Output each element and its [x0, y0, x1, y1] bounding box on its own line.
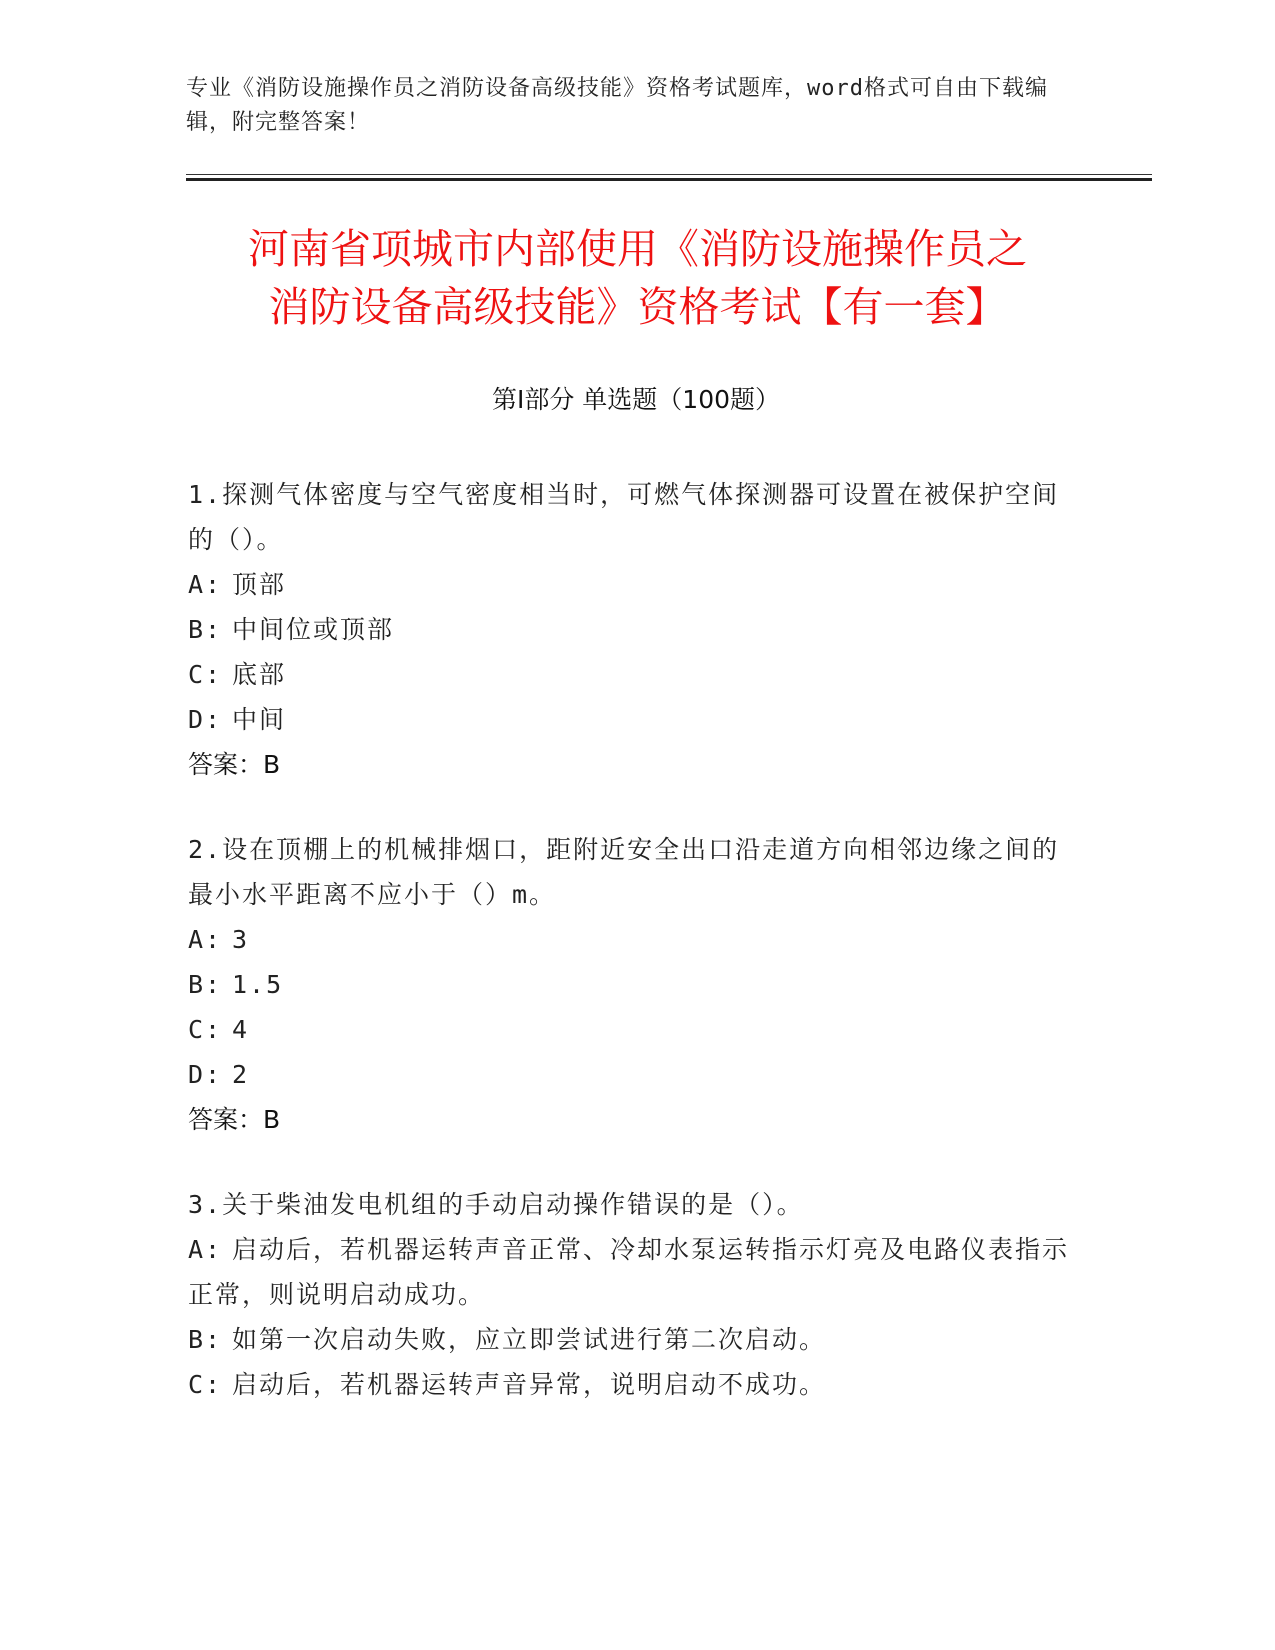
option-key: B: — [188, 1325, 223, 1354]
option-c — [188, 1362, 1078, 1407]
option-text: 底部 — [232, 660, 287, 689]
option-key: A: — [188, 570, 223, 599]
option-a — [188, 1227, 1078, 1317]
option-text: 顶部 — [232, 570, 287, 599]
option-text: 启动后，若机器运转声音正常、冷却水泵运转指示灯亮及电路仪表指示正常，则说明启动成功。 — [188, 1235, 1070, 1309]
question-list — [188, 472, 1078, 1447]
option-c — [188, 652, 1078, 697]
option-text: 3 — [232, 925, 250, 954]
option-b — [188, 962, 1078, 1007]
option-text: 如第一次启动失败，应立即尝试进行第二次启动。 — [232, 1325, 827, 1354]
option-text: 中间位或顶部 — [232, 615, 395, 644]
option-key: A: — [188, 1235, 223, 1264]
option-key: B: — [188, 615, 223, 644]
document-title-line-1: 河南省项城市内部使用《消防设施操作员之 — [248, 225, 1027, 273]
option-text: 1.5 — [232, 970, 284, 999]
document-title-line-2: 消防设备高级技能》资格考试【有一套】 — [268, 283, 1007, 331]
answer-text: 答案：B — [188, 750, 281, 779]
question-2 — [188, 827, 1078, 1142]
option-key: D: — [188, 1060, 223, 1089]
answer-text: 答案：B — [188, 1105, 281, 1134]
option-key: C: — [188, 1015, 223, 1044]
option-d — [188, 1052, 1078, 1097]
question-1 — [188, 472, 1078, 787]
option-d — [188, 697, 1078, 742]
option-text: 中间 — [232, 705, 287, 734]
option-text: 2 — [232, 1060, 250, 1089]
option-key: B: — [188, 970, 223, 999]
option-key: C: — [188, 660, 223, 689]
option-key: C: — [188, 1370, 223, 1399]
header-divider-thick — [186, 178, 1152, 181]
option-text: 4 — [232, 1015, 250, 1044]
question-text: 3.关于柴油发电机组的手动启动操作错误的是（）。 — [188, 1190, 804, 1219]
header-divider-thin — [186, 174, 1152, 175]
option-a — [188, 562, 1078, 607]
question-3 — [188, 1182, 1078, 1407]
option-c — [188, 1007, 1078, 1052]
section-title: 第Ⅰ部分 单选题（100题） — [491, 385, 781, 414]
option-a — [188, 917, 1078, 962]
document-title — [150, 220, 1125, 336]
question-text: 2.设在顶棚上的机械排烟口，距附近安全出口沿走道方向相邻边缘之间的最小水平距离不应小于（）m。 — [188, 835, 1060, 909]
option-text: 启动后，若机器运转声音异常，说明启动不成功。 — [232, 1370, 827, 1399]
question-text: 1.探测气体密度与空气密度相当时，可燃气体探测器可设置在被保护空间的（）。 — [188, 480, 1060, 554]
option-key: A: — [188, 925, 223, 954]
option-b — [188, 1317, 1078, 1362]
option-b — [188, 607, 1078, 652]
option-key: D: — [188, 705, 223, 734]
header-note: 专业《消防设施操作员之消防设备高级技能》资格考试题库，word格式可自由下载编辑，附完整答案！ — [186, 76, 1048, 135]
